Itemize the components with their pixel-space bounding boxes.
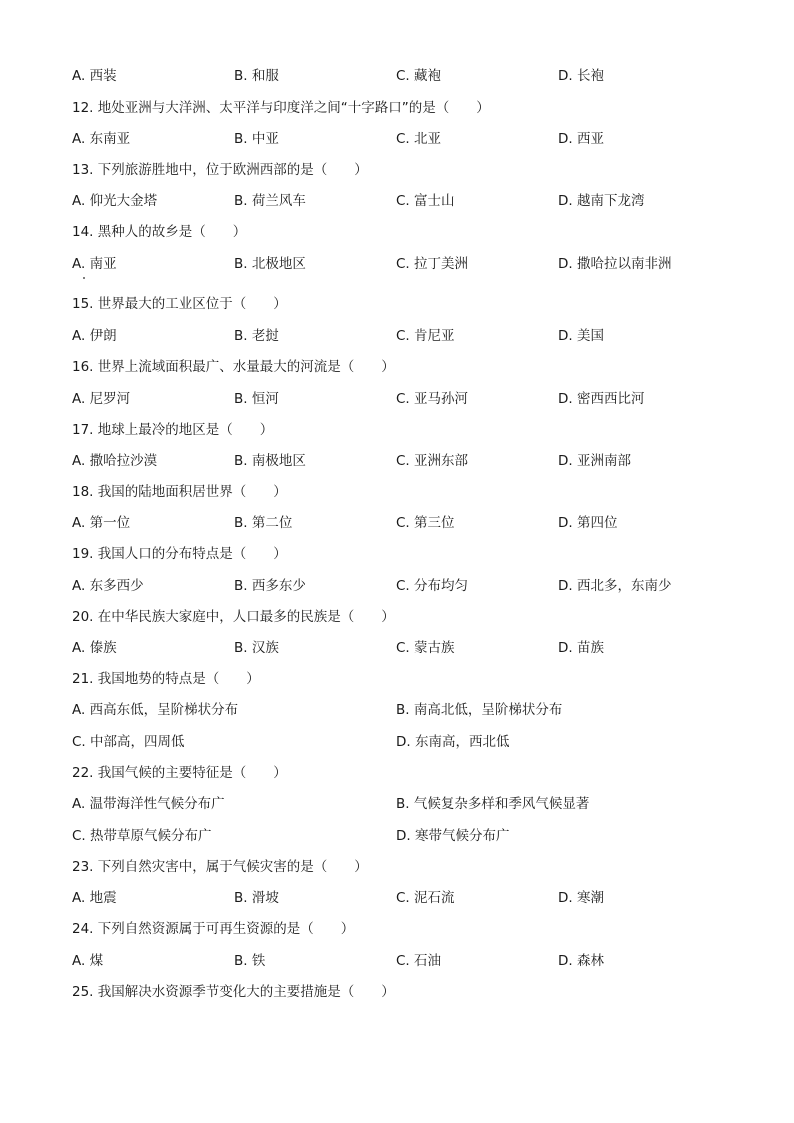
option-B-text: B. 荷兰风车 (234, 193, 306, 209)
options-row (72, 253, 752, 275)
option-B-text: B. 气候复杂多样和季风气候显著 (396, 796, 590, 812)
option-B-text: B. 西多东少 (234, 578, 306, 594)
option-D-text: D. 森林 (558, 953, 604, 969)
option-D-text: D. 越南下龙湾 (558, 193, 645, 209)
options-row (72, 637, 752, 659)
question-text: 20. 在中华民族大家庭中，人口最多的民族是（ ） (72, 609, 395, 625)
option-C-text: C. 亚马孙河 (396, 391, 469, 407)
option-D-text: D. 密西西比河 (558, 391, 645, 407)
option-A-text: A. 第一位 (72, 515, 131, 531)
option-D-text: D. 西北多，东南少 (558, 578, 672, 594)
option-D-text: D. 亚洲南部 (558, 453, 631, 469)
option-B-text: B. 滑坡 (234, 890, 279, 906)
question-text: 15. 世界最大的工业区位于（ ） (72, 296, 287, 312)
question-text: 13. 下列旅游胜地中，位于欧洲西部的是（ ） (72, 162, 368, 178)
question-text: 16. 世界上流域面积最广、水量最大的河流是（ ） (72, 359, 395, 375)
options-row (72, 825, 752, 847)
option-A-text: A. 仰光大金塔 (72, 193, 158, 209)
options-row (72, 450, 752, 472)
option-D-text: D. 美国 (558, 328, 604, 344)
option-B-text: B. 恒河 (234, 391, 279, 407)
option-D-text: D. 苗族 (558, 640, 604, 656)
question-text: 22. 我国气候的主要特征是（ ） (72, 765, 287, 781)
option-C-text: C. 藏袍 (396, 68, 442, 84)
option-A-text: A. 东南亚 (72, 131, 131, 147)
option-B-text: B. 北极地区 (234, 256, 306, 272)
options-row (72, 512, 752, 534)
option-B-text: D. 东南高，西北低 (396, 734, 510, 750)
option-D-text: D. 第四位 (558, 515, 618, 531)
options-row (72, 699, 752, 721)
options-row (72, 950, 752, 972)
question-text: 25. 我国解决水资源季节变化大的主要措施是（ ） (72, 984, 395, 1000)
option-A-text: A. 温带海洋性气候分布广 (72, 796, 225, 812)
question-text: 14. 黑种人的故乡是（ ） (72, 224, 247, 240)
options-row (72, 325, 752, 347)
stray-dot-mark (83, 277, 85, 279)
option-B-text: B. 汉族 (234, 640, 279, 656)
option-D-text: D. 寒潮 (558, 890, 604, 906)
option-A-text: A. 西高东低，呈阶梯状分布 (72, 702, 239, 718)
option-C-text: C. 肯尼亚 (396, 328, 455, 344)
options-row (72, 793, 752, 815)
option-B-text: B. 铁 (234, 953, 266, 969)
option-B-text: D. 寒带气候分布广 (396, 828, 510, 844)
options-row (72, 731, 752, 753)
option-C-text: C. 蒙古族 (396, 640, 455, 656)
option-A-text: A. 尼罗河 (72, 391, 131, 407)
option-A-text: A. 撒哈拉沙漠 (72, 453, 158, 469)
option-A-text: A. 东多西少 (72, 578, 144, 594)
option-C-text: C. 泥石流 (396, 890, 455, 906)
question-text: 19. 我国人口的分布特点是（ ） (72, 546, 287, 562)
option-D-text: D. 撒哈拉以南非洲 (558, 256, 672, 272)
options-row (72, 388, 752, 410)
option-A-text: A. 西装 (72, 68, 117, 84)
option-A-text: A. 地震 (72, 890, 117, 906)
option-A-text: A. 南亚 (72, 256, 117, 272)
question-text: 18. 我国的陆地面积居世界（ ） (72, 484, 287, 500)
question-text: 23. 下列自然灾害中，属于气候灾害的是（ ） (72, 859, 368, 875)
option-B-text: B. 和服 (234, 68, 279, 84)
option-A-text: C. 热带草原气候分布广 (72, 828, 212, 844)
question-text: 17. 地球上最冷的地区是（ ） (72, 422, 274, 438)
option-C-text: C. 富士山 (396, 193, 455, 209)
option-D-text: D. 西亚 (558, 131, 604, 147)
option-A-text: A. 伊朗 (72, 328, 117, 344)
options-row (72, 575, 752, 597)
options-row (72, 190, 752, 212)
option-A-text: A. 煤 (72, 953, 104, 969)
option-C-text: C. 石油 (396, 953, 442, 969)
option-A-text: A. 傣族 (72, 640, 117, 656)
options-row (72, 65, 752, 87)
question-text: 21. 我国地势的特点是（ ） (72, 671, 260, 687)
option-C-text: C. 北亚 (396, 131, 442, 147)
option-A-text: C. 中部高，四周低 (72, 734, 185, 750)
option-C-text: C. 拉丁美洲 (396, 256, 469, 272)
question-text: 12. 地处亚洲与大洋洲、太平洋与印度洋之间“十字路口”的是（ ） (72, 100, 490, 116)
options-row (72, 128, 752, 150)
option-B-text: B. 老挝 (234, 328, 279, 344)
option-D-text: D. 长袍 (558, 68, 604, 84)
option-C-text: C. 分布均匀 (396, 578, 469, 594)
option-B-text: B. 中亚 (234, 131, 279, 147)
option-B-text: B. 南极地区 (234, 453, 306, 469)
option-C-text: C. 第三位 (396, 515, 455, 531)
option-B-text: B. 第二位 (234, 515, 293, 531)
option-B-text: B. 南高北低，呈阶梯状分布 (396, 702, 563, 718)
options-row (72, 887, 752, 909)
question-text: 24. 下列自然资源属于可再生资源的是（ ） (72, 921, 355, 937)
option-C-text: C. 亚洲东部 (396, 453, 469, 469)
